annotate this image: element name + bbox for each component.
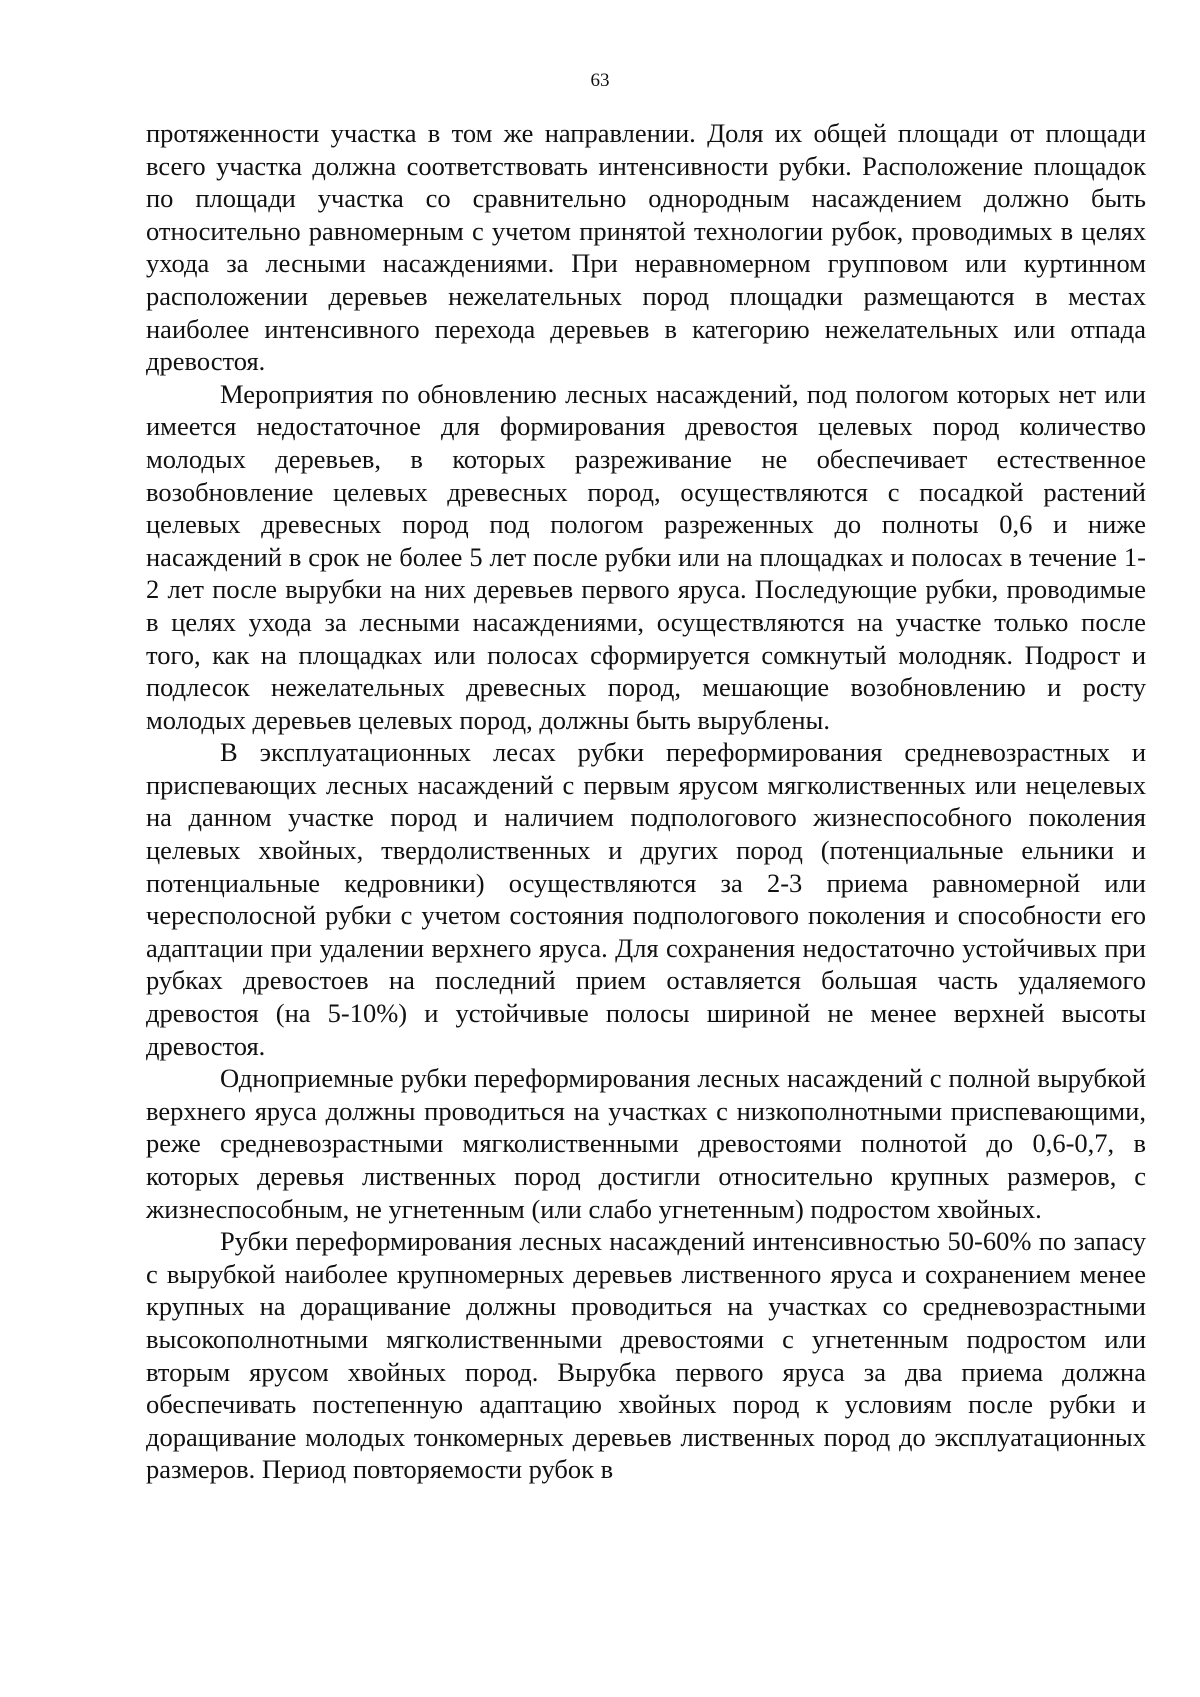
paragraph-5: Рубки переформирования лесных насаждений интенсивностью 50-60% по запасу с вырубкой наиболее крупномерных деревьев лиственного яруса и сохранением менее крупных на доращивание должны проводиться на участках со средневозрастными высокополнотными мягколиственными древостоями с угнетенным подростом или вторым ярусом хвойных пород. Вырубка первого яруса за два приема должна обеспечивать постепенную адаптацию хвойных пород к условиям после рубки и доращивание молодых тонкомерных деревьев лиственных пород до эксплуатационных размеров. Период повторяемости рубок в bbox=[146, 1226, 1146, 1485]
page-number: 63 bbox=[590, 70, 610, 91]
paragraph-2: Мероприятия по обновлению лесных насаждений, под пологом которых нет или имеется недостаточное для формирования древостоя целевых пород количество молодых деревьев, в которых разреживание не обеспечивает естественное возобновление целевых древесных пород, осуществляются с посадкой растений целевых древесных пород под пологом разреженных до полноты 0,6 и ниже насаждений в срок не более 5 лет после рубки или на площадках и полосах в течение 1-2 лет после вырубки на них деревьев первого яруса. Последующие рубки, проводимые в целях ухода за лесными насаждениями, осуществляются на участке только после того, как на площадках или полосах сформируется сомкнутый молодняк. Подрост и подлесок нежелательных древесных пород, мешающие возобновлению и росту молодых деревьев целевых пород, должны быть вырублены. bbox=[146, 378, 1146, 735]
paragraph-1: протяженности участка в том же направлении. Доля их общей площади от площади всего участка должна соответствовать интенсивности рубки. Расположение площадок по площади участка со сравнительно однородным насаждением должно быть относительно равномерным с учетом принятой технологии рубок, проводимых в целях ухода за лесными насаждениями. При неравномерном групповом или куртинном расположении деревьев нежелательных пород площадки размещаются в местах наиболее интенсивного перехода деревьев в категорию нежелательных или отпада древостоя. bbox=[146, 118, 1146, 377]
paragraph-3: В эксплуатационных лесах рубки переформирования средневозрастных и приспевающих лесных насаждений с первым ярусом мягколиственных или нецелевых на данном участке пород и наличием подпологового жизнеспособного поколения целевых хвойных, твердолиственных и других пород (потенциальные ельники и потенциальные кедровники) осуществляются за 2-3 приема равномерной или чересполосной рубки с учетом состояния подпологового поколения и способности его адаптации при удалении верхнего яруса. Для сохранения недостаточно устойчивых при рубках древостоев на последний прием оставляется большая часть удаляемого древостоя (на 5-10%) и устойчивые полосы шириной не менее верхней высоты древостоя. bbox=[146, 737, 1146, 1061]
document-body bbox=[146, 117, 1146, 1486]
paragraph-4: Одноприемные рубки переформирования лесных насаждений с полной вырубкой верхнего яруса должны проводиться на участках с низкополнотными приспевающими, реже средневозрастными мягколиственными древостоями полнотой до 0,6-0,7, в которых деревья лиственных пород достигли относительно крупных размеров, с жизнеспособным, не угнетенным (или слабо угнетенным) подростом хвойных. bbox=[146, 1063, 1146, 1224]
